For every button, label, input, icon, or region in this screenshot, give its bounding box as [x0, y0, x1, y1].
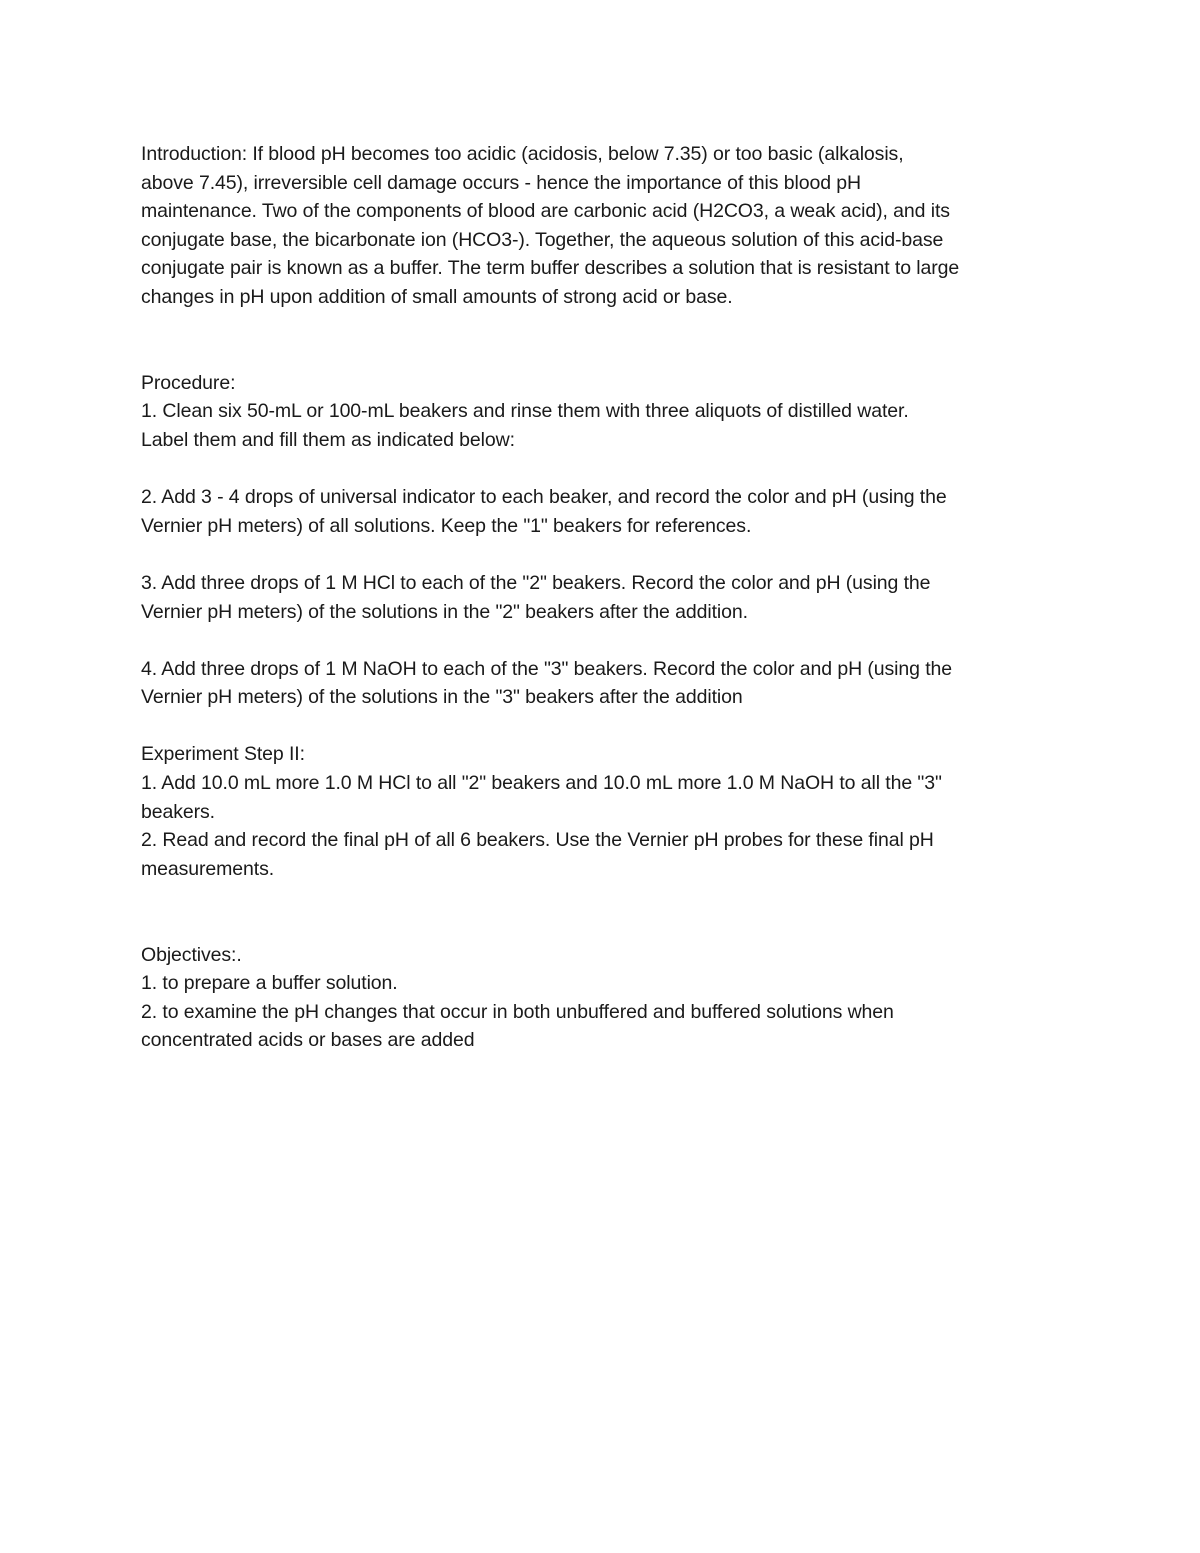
procedure-step-3-line: 3. Add three drops of 1 M HCl to each of the "2" beakers. Record the color and pH (using the — [141, 571, 931, 594]
text-line: conjugate pair is known as a buffer. The term buffer describes a solution that is resistant to large — [141, 257, 960, 280]
procedure-step-1-line: 1. Clean six 50-mL or 100-mL beakers and rinse them with three aliquots of distilled water. — [141, 400, 909, 423]
spacer — [141, 312, 1071, 369]
procedure-step-3-line: Vernier pH meters) of the solutions in the "2" beakers after the addition. — [141, 600, 748, 623]
text-line: conjugate base, the bicarbonate ion (HCO3-). Together, the aqueous solution of this acid-base — [141, 228, 944, 251]
document-page — [141, 140, 1071, 1055]
objectives-section — [141, 941, 1071, 1055]
experiment-line: 1. Add 10.0 mL more 1.0 M HCl to all "2" beakers and 10.0 mL more 1.0 M NaOH to all the "3" — [141, 772, 942, 795]
spacer — [141, 455, 1071, 484]
text-line: maintenance. Two of the components of blood are carbonic acid (H2CO3, a weak acid), and its — [141, 200, 950, 223]
procedure-step-2-line: Vernier pH meters) of all solutions. Keep the "1" beakers for references. — [141, 514, 752, 537]
experiment-step-2-section — [141, 740, 1071, 883]
objective-line: 1. to prepare a buffer solution. — [141, 972, 398, 995]
experiment-line: measurements. — [141, 857, 275, 880]
introduction-paragraph — [141, 140, 1071, 312]
experiment-step-2-heading: Experiment Step II: — [141, 743, 305, 766]
procedure-step-4-line: Vernier pH meters) of the solutions in the "3" beakers after the addition — [141, 686, 743, 709]
text-line: Introduction: If blood pH becomes too acidic (acidosis, below 7.35) or too basic (alkalosis, — [141, 143, 904, 165]
experiment-line: 2. Read and record the final pH of all 6 beakers. Use the Vernier pH probes for these final pH — [141, 829, 934, 852]
spacer — [141, 883, 1071, 940]
objectives-heading: Objectives:. — [141, 943, 242, 966]
spacer — [141, 540, 1071, 569]
spacer — [141, 626, 1071, 655]
procedure-section — [141, 369, 1071, 712]
objective-line: concentrated acids or bases are added — [141, 1029, 475, 1052]
experiment-line: beakers. — [141, 800, 215, 823]
objective-line: 2. to examine the pH changes that occur in both unbuffered and buffered solutions when — [141, 1000, 894, 1023]
procedure-heading: Procedure: — [141, 371, 236, 394]
text-line: above 7.45), irreversible cell damage occurs - hence the importance of this blood pH — [141, 171, 861, 194]
spacer — [141, 712, 1071, 741]
text-line: changes in pH upon addition of small amounts of strong acid or base. — [141, 285, 733, 308]
procedure-step-1-line: Label them and fill them as indicated below: — [141, 428, 515, 451]
procedure-step-2-line: 2. Add 3 - 4 drops of universal indicator to each beaker, and record the color and pH (using the — [141, 486, 947, 509]
procedure-step-4-line: 4. Add three drops of 1 M NaOH to each of the "3" beakers. Record the color and pH (using the — [141, 657, 953, 680]
